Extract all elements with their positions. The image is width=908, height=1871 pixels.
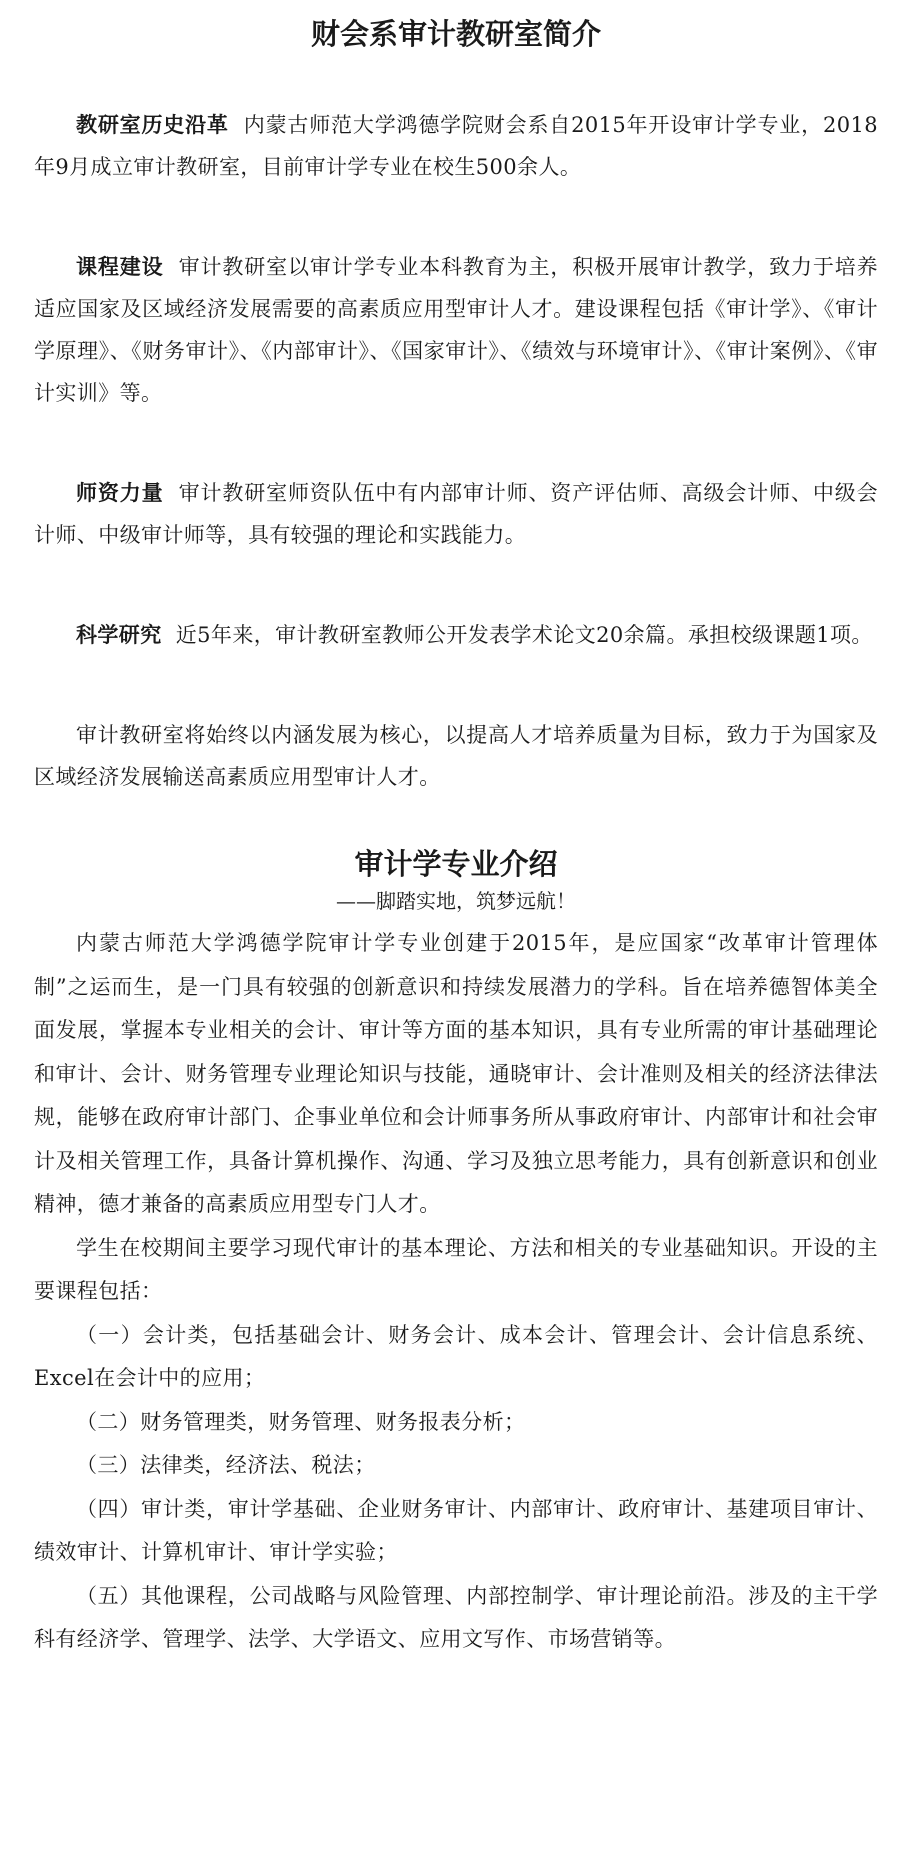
courses-intro-paragraph: 学生在校期间主要学习现代审计的基本理论、方法和相关的专业基础知识。开设的主要课程包括： bbox=[34, 1235, 878, 1303]
section2-title: 审计学专业介绍 bbox=[354, 847, 558, 881]
course-item-accounting: （一）会计类，包括基础会计、财务会计、成本会计、管理会计、会计信息系统、Excel在会计中的应用； bbox=[34, 1322, 878, 1390]
history-label: 教研室历史沿革 bbox=[76, 113, 229, 137]
courses-text: 审计教研室以审计学专业本科教育为主，积极开展审计教学，致力于培养适应国家及区域经济发展需要的高素质应用型审计人才。建设课程包括《审计学》、《审计学原理》、《财务审计》、《内部审计》、《国家审计》、《绩效与环境审计》、《审计案例》、《审计实训》等。 bbox=[34, 255, 879, 405]
history-paragraph bbox=[34, 104, 878, 188]
research-text: 近5年来，审计教研室教师公开发表学术论文20余篇。承担校级课题1项。 bbox=[175, 623, 873, 647]
course-item-other: （五）其他课程，公司战略与风险管理、内部控制学、审计理论前沿。涉及的主干学科有经济学、管理学、法学、大学语文、应用文写作、市场营销等。 bbox=[34, 1583, 878, 1651]
section1-title: 财会系审计教研室简介 bbox=[310, 17, 601, 51]
section2-body bbox=[34, 922, 878, 1662]
history-text: 内蒙古师范大学鸿德学院财会系自2015年开设审计学专业，2018年9月成立审计教研室，目前审计学专业在校生500余人。 bbox=[34, 113, 878, 179]
research-paragraph bbox=[34, 614, 878, 656]
closing-paragraph bbox=[34, 714, 878, 798]
closing-text: 审计教研室将始终以内涵发展为核心，以提高人才培养质量为目标，致力于为国家及区域经济发展输送高素质应用型审计人才。 bbox=[34, 723, 878, 789]
course-item-finance: （二）财务管理类，财务管理、财务报表分析； bbox=[76, 1409, 526, 1434]
course-item-audit: （四）审计类，审计学基础、企业财务审计、内部审计、政府审计、基建项目审计、绩效审计、计算机审计、审计学实验； bbox=[34, 1496, 878, 1564]
course-item-law: （三）法律类，经济法、税法； bbox=[76, 1453, 376, 1477]
major-intro-paragraph: 内蒙古师范大学鸿德学院审计学专业创建于2015年，是应国家“改革审计管理体制”之运而生，是一门具有较强的创新意识和持续发展潜力的学科。旨在培养德智体美全面发展，掌握本专业相关的会计、审计等方面的基本知识，具有专业所需的审计基础理论和审计、会计、财务管理专业理论知识与技能，通晓审计、会计准则及相关的经济法律法规，能够在政府审计部门、企事业单位和会计师事务所从事政府审计、内部审计和社会审计及相关管理工作，具备计算机操作、沟通、学习及独立思考能力，具有创新意识和创业精神，德才兼备的高素质应用型专门人才。 bbox=[34, 931, 878, 1216]
research-label: 科学研究 bbox=[76, 623, 162, 647]
section1-body bbox=[34, 104, 878, 798]
courses-paragraph bbox=[34, 246, 878, 414]
faculty-label: 师资力量 bbox=[76, 481, 164, 505]
faculty-paragraph bbox=[34, 472, 878, 556]
courses-label: 课程建设 bbox=[76, 255, 164, 279]
section2-subtitle: ——脚踏实地，筑梦远航！ bbox=[336, 889, 576, 913]
faculty-text: 审计教研室师资队伍中有内部审计师、资产评估师、高级会计师、中级会计师、中级审计师等，具有较强的理论和实践能力。 bbox=[34, 481, 879, 547]
